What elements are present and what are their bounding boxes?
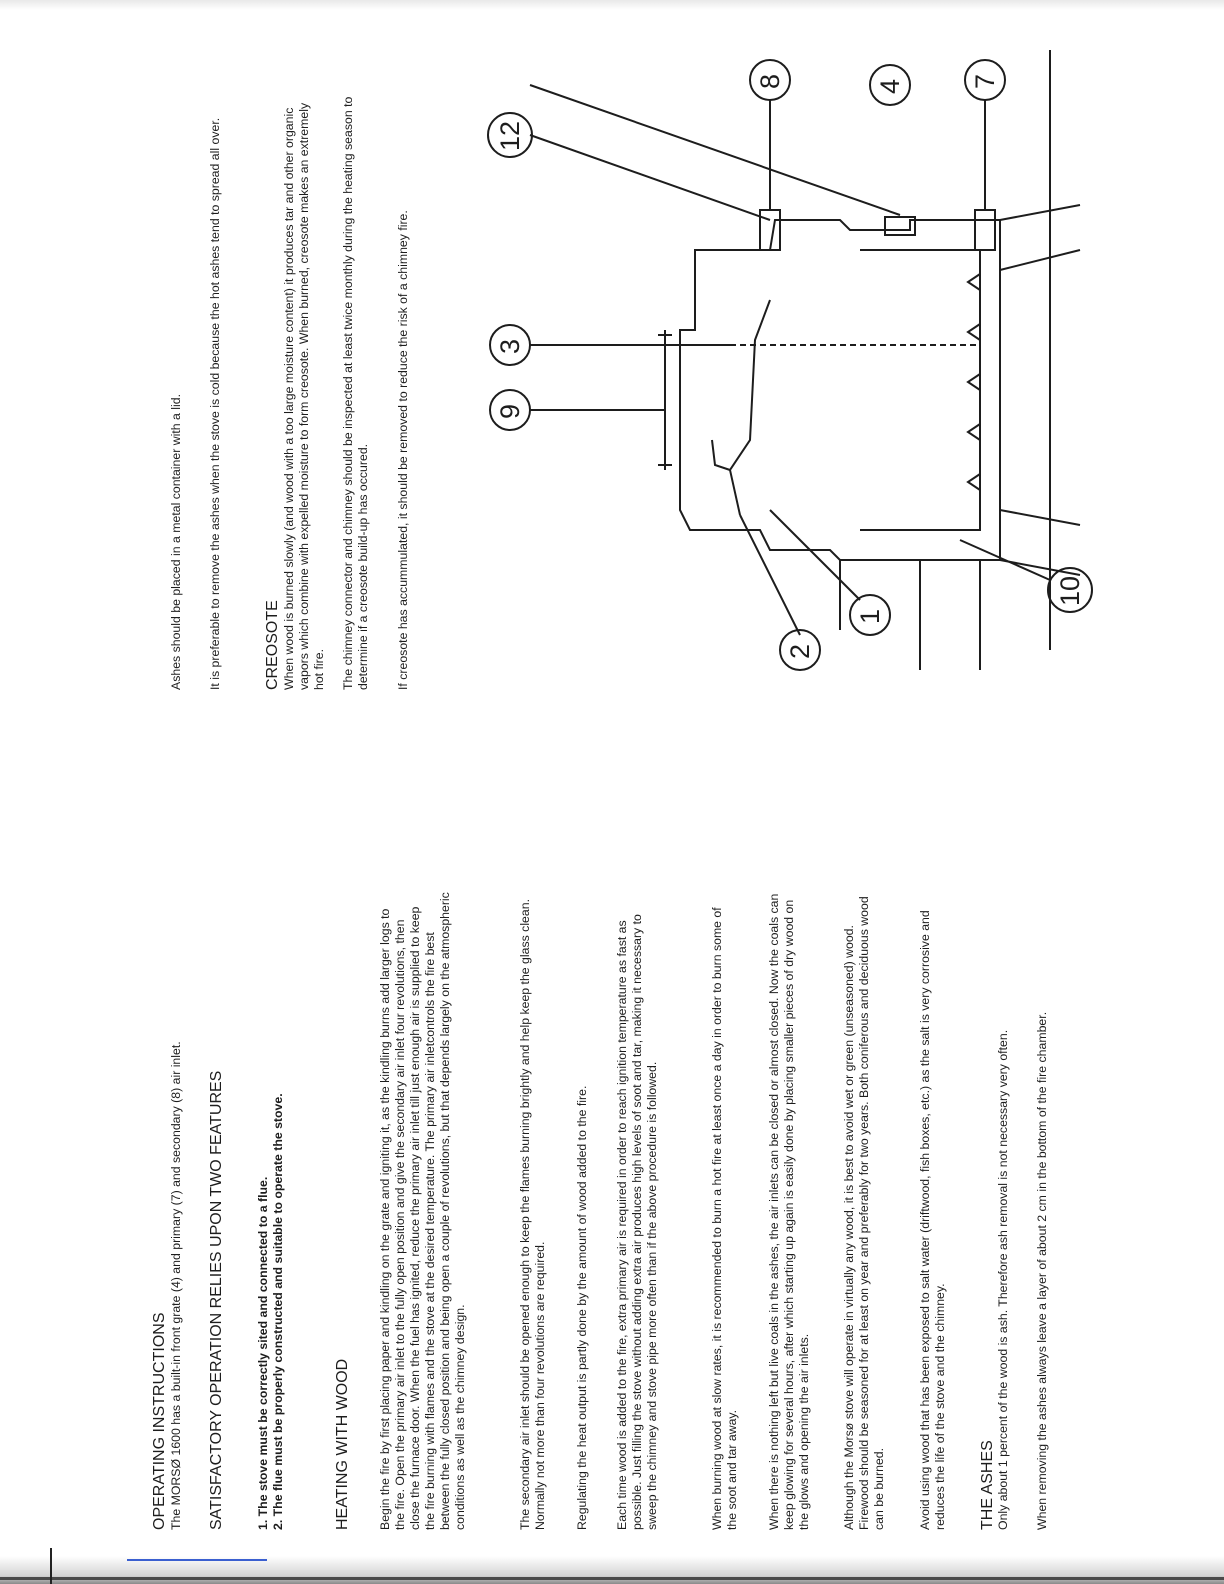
feature-1: 1. The stove must be correctly sited and connected to a flue. — [256, 1176, 270, 1530]
firebox — [860, 250, 980, 530]
baffle — [730, 300, 770, 515]
heating-paragraph-8: Avoid using wood that has been exposed to salt water (driftwood, fish boxes, etc.) as the salt is very corrosive and reduces the life of the stove and the chimney. — [918, 910, 947, 1530]
callout-10: 10 — [1055, 575, 1085, 606]
operating-title: OPERATING INSTRUCTIONS — [151, 1312, 168, 1530]
callout-12: 12 — [495, 120, 525, 151]
creosote-paragraph-2: The chimney connector and chimney should be inspected at least twice monthly during the heating season to determine if a creosote build-up has occured. — [341, 96, 370, 690]
callout-8: 8 — [755, 73, 785, 89]
heating-paragraph-2: The secondary air inlet should be opened enough to keep the flames burning brightly and help keep the glass clean. Normally not more than four revolutions are required. — [518, 899, 547, 1530]
satisfactory-title: SATISFACTORY OPERATION RELIES UPON TWO FEATURES — [208, 1070, 225, 1530]
feature-2: 2. The flue must be properly constructed and suitable to operate the stove. — [271, 1093, 285, 1530]
rotated-page — [150, 30, 1110, 1530]
leader-1 — [770, 510, 860, 600]
blue-mark — [127, 1559, 267, 1561]
leader-4 — [530, 85, 900, 215]
page-edge-line — [0, 1577, 1224, 1580]
ashes-title: THE ASHES — [979, 1440, 996, 1530]
stove-body — [680, 220, 1000, 560]
operating-intro: The MORSØ 1600 has a built-in front grate (4) and primary (7) and secondary (8) air inlet. — [169, 1041, 183, 1530]
ashes-paragraph-3: Ashes should be placed in a metal container with a lid. — [169, 394, 183, 690]
stove-cross-section-diagram — [440, 30, 1100, 690]
heating-paragraph-5: When burning wood at slow rates, it is recommended to burn a hot fire at least once a day in order to burn some of the soot and tar away. — [710, 907, 739, 1530]
creosote-paragraph-3: If creosote has accummulated, it should be removed to reduce the risk of a chimney fire. — [396, 210, 410, 690]
callout-9: 9 — [495, 403, 525, 419]
callout-2: 2 — [785, 643, 815, 659]
scan-shade-top — [0, 0, 1224, 10]
ashes-paragraph-2: When removing the ashes always leave a layer of about 2 cm in the bottom of the fire chamber. — [1035, 1011, 1049, 1530]
primary-air-inlet — [975, 210, 995, 250]
callout-1: 1 — [855, 608, 885, 624]
ashes-paragraph-4: It is preferable to remove the ashes when the stove is cold because the hot ashes tend to spread all over. — [208, 117, 222, 690]
creosote-paragraph-1: When wood is burned slowly (and wood with a too large moisture content) it produces tar and other organic vapors which combine with expelled moisture to form creosote. When burned, creosote makes an extremely hot fire. — [282, 102, 326, 690]
callout-7: 7 — [970, 73, 1000, 89]
leg-right — [1000, 250, 1080, 270]
heating-paragraph-3: Regulating the heat output is partly done by the amount of wood added to the fire. — [575, 1085, 589, 1530]
grate-teeth — [968, 274, 980, 490]
callout-4: 4 — [875, 78, 905, 94]
heating-title: HEATING WITH WOOD — [334, 1358, 351, 1530]
heating-paragraph-1: Begin the fire by first placing paper and kindling on the grate and igniting it, as the kindling burns add larger logs to the fire. Open the primary air inlet to the fully open position and give the secondary air inlet four revolutions, then close the furnace door. When the fuel has ignited, reduce the primary air inlet till just enough air is supplied to keep the fire burning with flames and the stove at the desired temperature. The primary air inletcontrols the fire best between the fully closed position and being open a couple of revolutions, but that depends largely on the atmospheric conditions as well as the chimney design. — [378, 892, 467, 1530]
leader-2 — [740, 515, 800, 635]
baffle-lip — [712, 440, 730, 470]
page-left-edge — [50, 1548, 52, 1584]
stove-diagram-svg — [440, 30, 1100, 690]
heating-paragraph-7: Although the Morsø stove will operate in virtually any wood, it is best to avoid wet or green (unseasoned) wood. Firewood should be seasoned for at least on year and preferably for two years. Both coniferous and deciduous wood can be burned. — [842, 896, 886, 1530]
creosote-title: CREOSOTE — [264, 600, 281, 690]
heating-paragraph-6: When there is nothing left but live coals in the ashes, the air inlets can be closed or almost closed. Now the coals can keep glowing for several hours, after which starting up again is easily done by placing smaller pieces of dry wood on the glows and opening the air inlets. — [767, 893, 811, 1530]
heating-paragraph-4: Each time wood is added to the fire, extra primary air is required in order to reach ignition temperature as fast as possible. Just filling the stove without adding extra air produces high levels of soot and tar, making it necessary to sweep the chimney and stove pipe more often than if the above procedure is followed. — [615, 914, 659, 1530]
leader-12 — [530, 135, 770, 220]
callout-3: 3 — [495, 338, 525, 354]
ashes-paragraph-1: Only about 1 percent of the wood is ash. Therefore ash removal is not necessary very often. — [996, 1029, 1010, 1530]
